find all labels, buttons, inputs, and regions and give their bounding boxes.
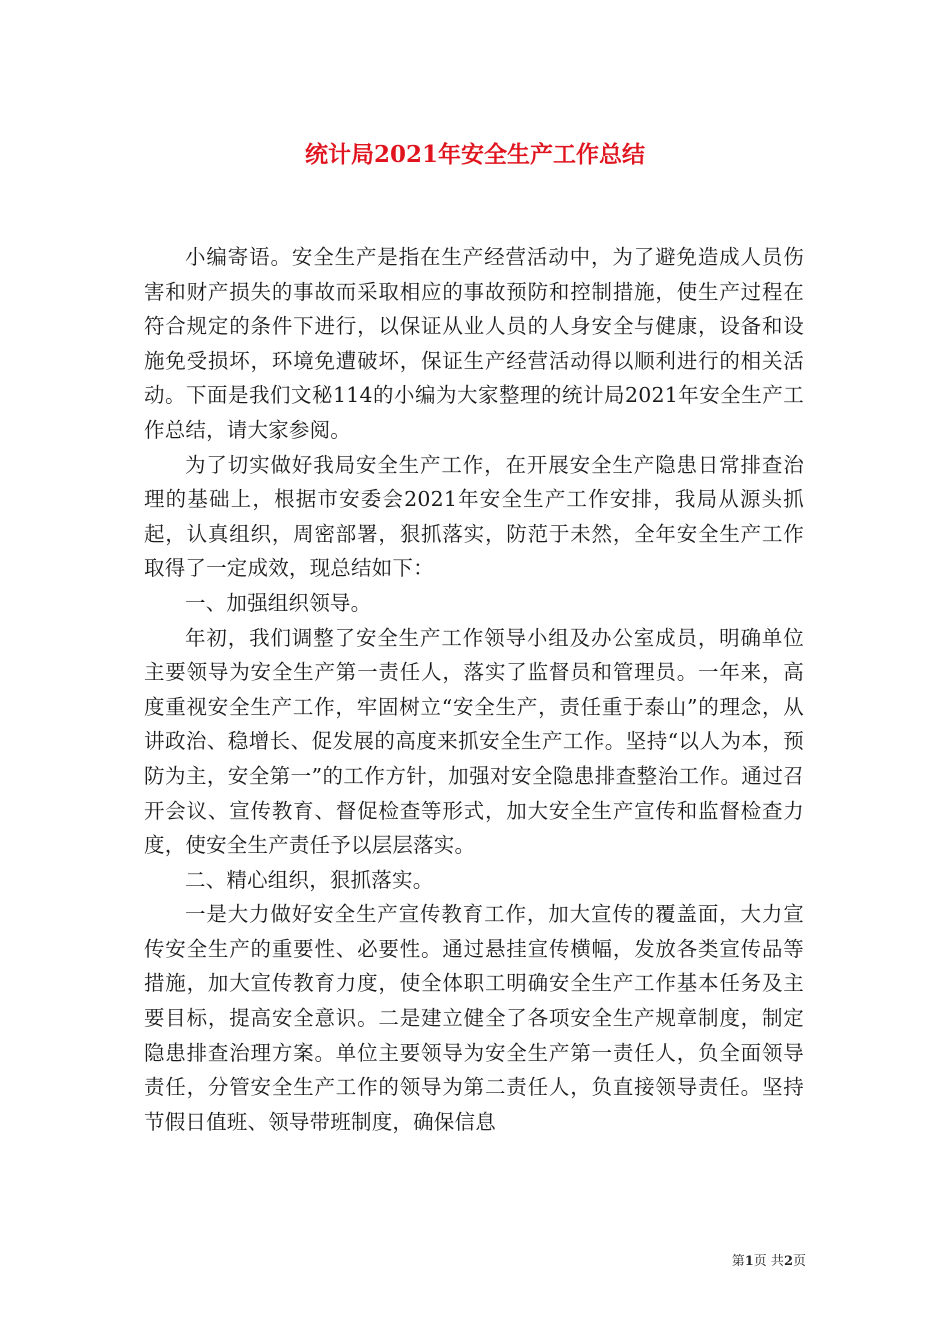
page-number-footer: [0, 1250, 806, 1269]
footer-current-page: 1: [744, 1254, 754, 1269]
section-heading-1: 一、加强组织领导。: [185, 590, 372, 615]
footer-middle: 页 共: [753, 1254, 784, 1269]
paragraph-section-2: 一是大力做好安全生产宣传教育工作，加大宣传的覆盖面，大力宣传安全生产的重要性、必要性。通过悬挂宣传横幅，发放各类宣传品等措施，加大宣传教育力度，使全体职工明确安全生产工作基本任务及主要目标，提高安全意识。二是建立健全了各项安全生产规章制度，制定隐患排查治理方案。单位主要领导为安全生产第一责任人，负全面领导责任，分管安全生产工作的领导为第二责任人，负直接领导责任。坚持节假日值班、领导带班制度，确保信息: [144, 902, 804, 1134]
paragraph-overview: 为了切实做好我局安全生产工作，在开展安全生产隐患日常排查治理的基础上，根据市安委会2021年安全生产工作安排，我局从源头抓起，认真组织，周密部署，狠抓落实，防范于未然，全年安全生产工作取得了一定成效，现总结如下：: [144, 452, 804, 581]
document-body: [144, 240, 804, 1139]
page-title: 统计局2021年安全生产工作总结: [304, 141, 645, 168]
footer-prefix: 第: [731, 1254, 745, 1269]
paragraph-intro: 小编寄语。安全生产是指在生产经营活动中，为了避免造成人员伤害和财产损失的事故而采取相应的事故预防和控制措施，使生产过程在符合规定的条件下进行，以保证从业人员的人身安全与健康，设备和设施免受损坏，环境免遭破坏，保证生产经营活动得以顺利进行的相关活动。下面是我们文秘114的小编为大家整理的统计局2021年安全生产工作总结，请大家参阅。: [144, 245, 804, 442]
section-heading-2: 二、精心组织，狠抓落实。: [185, 867, 434, 892]
footer-suffix: 页: [792, 1254, 806, 1269]
footer-total-pages: 2: [783, 1254, 793, 1269]
paragraph-section-1: 年初，我们调整了安全生产工作领导小组及办公室成员，明确单位主要领导为安全生产第一责任人，落实了监督员和管理员。一年来，高度重视安全生产工作，牢固树立“安全生产，责任重于泰山”的理念，从讲政治、稳增长、促发展的高度来抓安全生产工作。坚持“以人为本，预防为主，安全第一”的工作方针，加强对安全隐患排查整治工作。通过召开会议、宣传教育、督促检查等形式，加大安全生产宣传和监督检查力度，使安全生产责任予以层层落实。: [144, 625, 804, 858]
